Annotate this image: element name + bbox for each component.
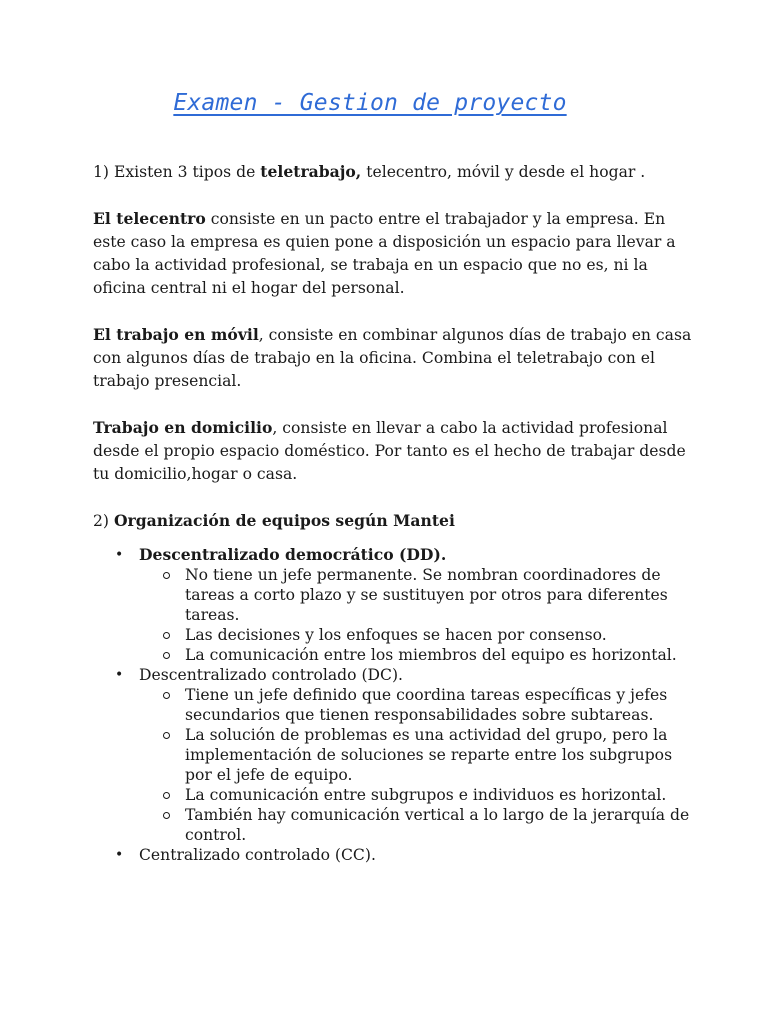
circle-bullet-icon [163,792,170,799]
sublist-item [139,625,693,645]
sublist-item-text: La comunicación entre los miembros del equipo es horizontal. [185,646,677,664]
question-2 [93,509,693,533]
bullet-icon: • [115,667,124,683]
paragraph-text: , consiste en combinar algunos días de trabajo en casa con algunos días de trabajo en la oficina. Combina el teletrabajo con el trabajo presencial. [93,326,692,390]
sublist-item-text: No tiene un jefe permanente. Se nombran coordinadores de tareas a corto plazo y se sustituyen por otros para diferentes tareas. [185,566,668,624]
sublist-item-text: La solución de problemas es una actividad del grupo, pero la implementación de soluciones se reparte entre los subgrupos por el jefe de equipo. [185,726,673,784]
paragraph-term: El trabajo en móvil [93,325,259,344]
paragraph-text: consiste en un pacto entre el trabajador y la empresa. En este caso la empresa es quien pone a disposición un espacio para llevar a cabo la actividad profesional, se trabaja en un espacio que no es, ni la oficina central ni el hogar del personal. [93,210,676,297]
sublist-dd [139,565,693,665]
circle-bullet-icon [163,632,170,639]
sublist-dc [139,685,693,845]
question-2-bold: Organización de equipos según Mantei [113,511,455,530]
sublist-item-text: La comunicación entre subgrupos e individuos es horizontal. [185,786,667,804]
circle-bullet-icon [163,692,170,699]
paragraph-term: El telecentro [93,209,206,228]
question-1-bold: teletrabajo, [260,162,362,181]
bullet-icon: • [115,547,124,563]
list-item-dd [93,545,693,665]
paragraph-movil [93,323,693,393]
list-item-label: Descentralizado democrático (DD). [139,545,447,564]
sublist-item [139,565,693,625]
sublist-item [139,685,693,725]
sublist-item [139,645,693,665]
document-body [93,160,693,865]
paragraph-domicilio [93,416,693,486]
question-1-prefix: 1) Existen 3 tipos de [93,163,261,181]
bullet-icon: • [115,847,124,863]
circle-bullet-icon [163,732,170,739]
circle-bullet-icon [163,572,170,579]
question-2-prefix: 2) [93,512,114,530]
sublist-item [139,725,693,785]
sublist-item [139,785,693,805]
list-item-label: Centralizado controlado (CC). [139,846,376,864]
paragraph-text: , consiste en llevar a cabo la actividad profesional desde el propio espacio doméstico. Por tanto es el hecho de trabajar desde tu domicilio,hogar o casa. [93,419,686,483]
paragraph-telecentro [93,207,693,300]
paragraph-term: Trabajo en domicilio [93,418,273,437]
question-1-suffix: telecentro, móvil y desde el hogar . [361,163,646,181]
document-title: Examen - Gestion de proyecto [173,90,567,116]
list-item-label: Descentralizado controlado (DC). [139,666,404,684]
sublist-item-text: Las decisiones y los enfoques se hacen por consenso. [185,626,607,644]
sublist-item [139,805,693,845]
list-item-cc [93,845,693,865]
circle-bullet-icon [163,812,170,819]
team-organization-list [93,545,693,865]
question-1 [93,160,693,184]
sublist-item-text: También hay comunicación vertical a lo largo de la jerarquía de control. [185,806,690,844]
list-item-dc [93,665,693,845]
sublist-item-text: Tiene un jefe definido que coordina tareas específicas y jefes secundarios que tienen responsabilidades sobre subtareas. [185,686,668,724]
circle-bullet-icon [163,652,170,659]
